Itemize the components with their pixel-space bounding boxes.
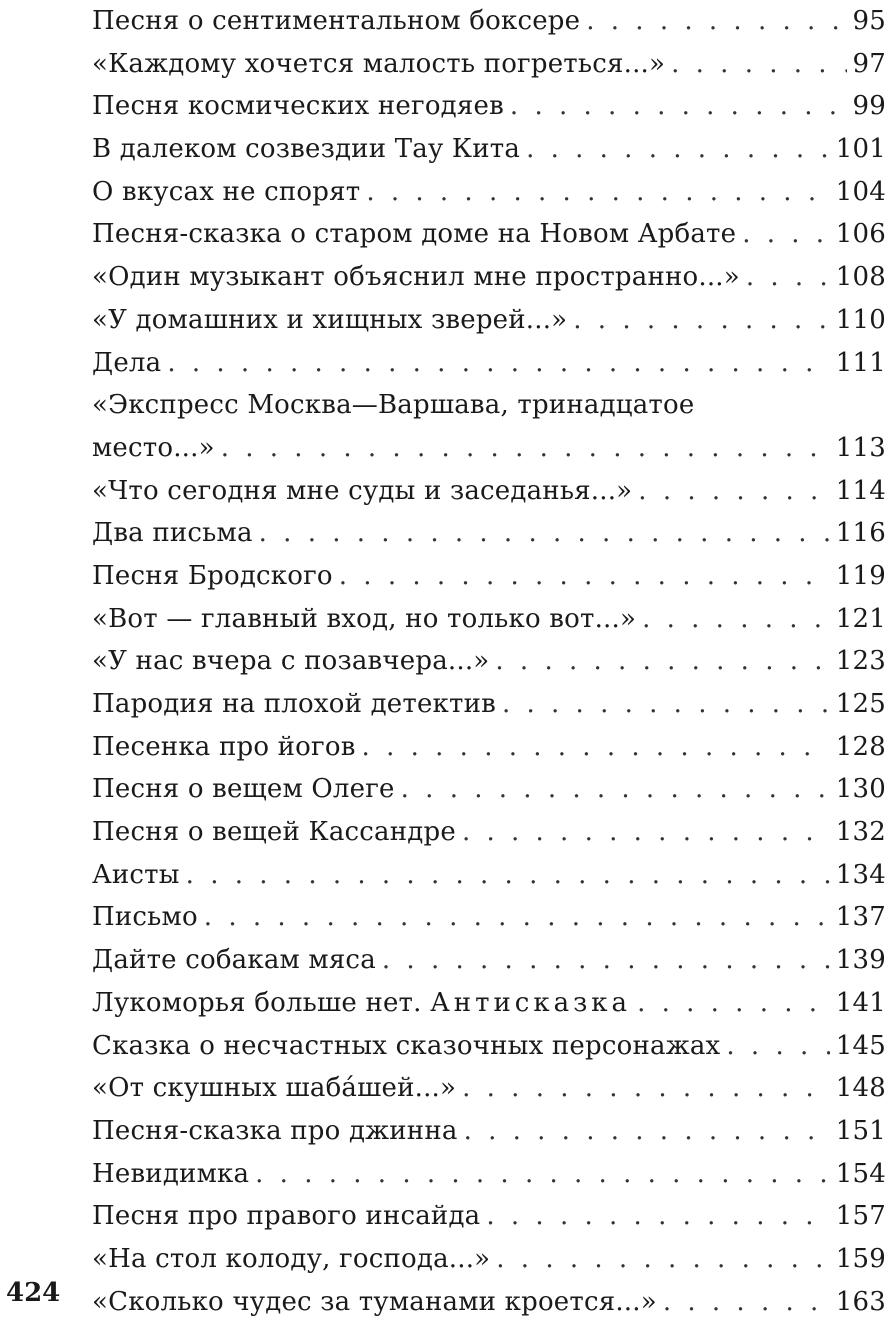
entry-page: 97 <box>852 48 886 79</box>
dot-leader <box>186 854 830 897</box>
entry-page: 114 <box>835 475 886 506</box>
entry-title: Сказка о несчастных сказочных персонажах <box>92 1030 721 1061</box>
dot-leader <box>204 896 830 939</box>
dot-leader <box>742 213 830 256</box>
toc-entry <box>92 0 886 43</box>
dot-leader <box>462 1067 830 1110</box>
dot-leader <box>638 470 829 513</box>
toc-entry <box>92 1067 886 1110</box>
entry-title: Песня-сказка о старом доме на Новом Арбате <box>92 219 737 250</box>
toc-entry <box>92 1110 886 1153</box>
dot-leader <box>510 85 847 128</box>
toc-entry <box>92 1281 886 1323</box>
entry-page: 113 <box>835 432 886 463</box>
toc-entry <box>92 1195 886 1238</box>
dot-leader <box>362 726 830 769</box>
toc-entry <box>92 256 886 299</box>
entry-title-main: Лукоморья больше нет. <box>92 987 422 1018</box>
entry-page: 111 <box>835 347 886 378</box>
dot-leader <box>486 1195 829 1238</box>
dot-leader <box>502 683 830 726</box>
entry-page: 132 <box>835 817 886 848</box>
entry-page: 110 <box>835 304 886 335</box>
dot-leader <box>255 1153 830 1196</box>
entry-page: 134 <box>835 859 886 890</box>
entry-title: В далеком созвездии Тау Кита <box>92 134 521 165</box>
entry-title-line1: «Экспресс Москва—Варшава, тринадцатое <box>92 390 695 421</box>
entry-title: Песня о вещем Олеге <box>92 774 395 805</box>
entry-title: Песня о вещей Кассандре <box>92 817 456 848</box>
entry-title: Дела <box>92 347 162 378</box>
entry-page: 154 <box>835 1158 886 1189</box>
dot-leader <box>221 427 830 470</box>
entry-title: Письмо <box>92 902 198 933</box>
entry-title: Аисты <box>92 859 180 890</box>
dot-leader <box>339 555 830 598</box>
dot-leader <box>167 342 829 385</box>
entry-page: 125 <box>835 689 886 719</box>
entry-title: Песенка про йогов <box>92 731 356 762</box>
toc-entry <box>92 128 886 171</box>
dot-leader <box>462 811 830 854</box>
toc-entry <box>92 213 886 256</box>
entry-page: 145 <box>835 1030 886 1061</box>
toc-entry <box>92 342 886 385</box>
toc-entry <box>92 598 886 641</box>
page-number: 424 <box>6 1278 61 1308</box>
entry-title: Невидимка <box>92 1158 250 1189</box>
table-of-contents <box>92 0 886 1323</box>
dot-leader <box>464 1110 830 1153</box>
entry-title: Песня космических негодяев <box>92 91 504 122</box>
toc-entry <box>92 171 886 214</box>
dot-leader <box>573 299 829 342</box>
entry-title <box>92 982 631 1025</box>
entry-page: 137 <box>835 902 886 933</box>
dot-leader <box>671 43 846 86</box>
entry-title: Два письма <box>92 518 253 549</box>
entry-title: «Вот — главный вход, но только вот...» <box>92 603 637 634</box>
dot-leader <box>495 640 829 683</box>
entry-page: 116 <box>835 518 886 549</box>
entry-page: 108 <box>835 262 886 293</box>
toc-entry <box>92 555 886 598</box>
dot-leader <box>726 1025 829 1068</box>
toc-entry <box>92 640 886 683</box>
entry-page: 151 <box>835 1115 886 1146</box>
entry-title: «Сколько чудес за туманами кроется...» <box>92 1286 657 1317</box>
entry-page: 123 <box>835 646 886 677</box>
entry-page: 119 <box>835 560 886 591</box>
dot-leader <box>259 512 830 555</box>
toc-entry <box>92 512 886 555</box>
toc-entry <box>92 1025 886 1068</box>
toc-entry <box>92 896 886 939</box>
toc-entry <box>92 854 886 897</box>
dot-leader <box>366 171 829 214</box>
toc-entry <box>92 1153 886 1196</box>
toc-entry <box>92 85 886 128</box>
entry-title: Песня о сентиментальном боксере <box>92 6 581 36</box>
entry-title: Песня про правого инсайда <box>92 1201 481 1232</box>
entry-title: «Один музыкант объяснил мне пространно...» <box>92 262 740 293</box>
dot-leader <box>496 1238 829 1281</box>
entry-page: 139 <box>835 945 886 976</box>
entry-title: «Что сегодня мне суды и заседанья...» <box>92 475 633 506</box>
entry-title: «От скушных шаба́шей...» <box>92 1073 457 1104</box>
toc-entry <box>92 43 886 86</box>
entry-page: 101 <box>835 134 886 165</box>
toc-entry <box>92 470 886 513</box>
toc-entry <box>92 982 886 1025</box>
entry-title: Песня-сказка про джинна <box>92 1115 458 1146</box>
entry-title: «Каждому хочется малость погреться...» <box>92 48 666 79</box>
toc-entry <box>92 726 886 769</box>
entry-page: 99 <box>852 91 886 122</box>
toc-entry <box>92 1238 886 1281</box>
entry-page: 128 <box>835 731 886 762</box>
entry-page: 163 <box>835 1286 886 1317</box>
toc-entry <box>92 768 886 811</box>
entry-title: Дайте собакам мяса <box>92 945 376 976</box>
dot-leader <box>663 1281 830 1323</box>
dot-leader <box>586 0 846 43</box>
entry-title: «На стол колоду, господа...» <box>92 1243 491 1274</box>
toc-entry <box>92 384 886 469</box>
entry-title: Пародия на плохой детектив <box>92 689 496 719</box>
dot-leader <box>401 768 830 811</box>
entry-title: «У домашних и хищных зверей...» <box>92 304 568 335</box>
toc-entry <box>92 299 886 342</box>
entry-title: Песня Бродского <box>92 560 333 591</box>
dot-leader <box>746 256 830 299</box>
entry-title-line2: место...» <box>92 432 215 463</box>
toc-entry <box>92 811 886 854</box>
entry-page: 106 <box>835 219 886 250</box>
entry-title: О вкусах не спорят <box>92 176 361 207</box>
entry-page: 157 <box>835 1201 886 1232</box>
entry-page: 159 <box>835 1243 886 1274</box>
entry-page: 130 <box>835 774 886 805</box>
dot-leader <box>526 128 830 171</box>
entry-page: 141 <box>835 987 886 1018</box>
entry-subtitle: Антисказка <box>430 987 632 1018</box>
dot-leader <box>637 982 830 1025</box>
toc-entry <box>92 683 886 726</box>
dot-leader <box>642 598 830 641</box>
entry-page: 148 <box>835 1073 886 1104</box>
entry-page: 121 <box>835 603 886 634</box>
entry-page: 95 <box>852 6 886 36</box>
entry-page: 104 <box>835 176 886 207</box>
toc-entry <box>92 939 886 982</box>
dot-leader <box>382 939 830 982</box>
entry-title: «У нас вчера с позавчера...» <box>92 646 490 677</box>
